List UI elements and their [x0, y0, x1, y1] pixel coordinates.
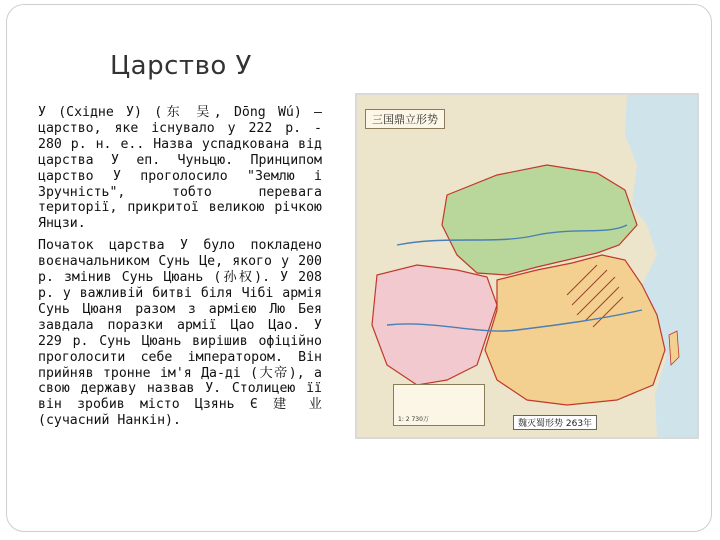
map-title: 三国鼎立形势: [365, 109, 445, 129]
map-inset-label: 魏灭蜀形势 263年: [513, 415, 597, 430]
map-legend: [393, 384, 485, 426]
slide-title: Царство У: [110, 51, 252, 81]
slide-body-text: [38, 105, 322, 435]
paragraph-intro: У (Східне У) (东 吴, Dōng Wú) – царство, яке існувало у 222 р. - 280 р. н. е.. Назва успадкована від царства У еп. Чуньцю. Принципом царство У проголосило "Землю і Зручність", тобто перевага території, прикритої великою річкою Янцзи.: [38, 105, 322, 232]
map-scale: 1: 2 730万: [398, 416, 429, 423]
paragraph-history: Початок царства У було покладено воєначальником Сунь Це, якого у 200 р. змінив Сунь Цюань (孙权). У 208 р. у важливій битві біля Чібі армія Сунь Цюаня разом з армією Лю Бея завдала поразки армії Цао Цао. У 229 р. Сунь Цюань вирішив офіційно проголосити себе імператором. Він прийняв тронне ім'я Да-ді (大帝), а свою державу назвав У. Столицею її він зробив місто Цзянь Є 建 业 (сучасний Нанкін).: [38, 238, 322, 429]
historical-map: [355, 93, 699, 439]
slide: [6, 4, 712, 532]
